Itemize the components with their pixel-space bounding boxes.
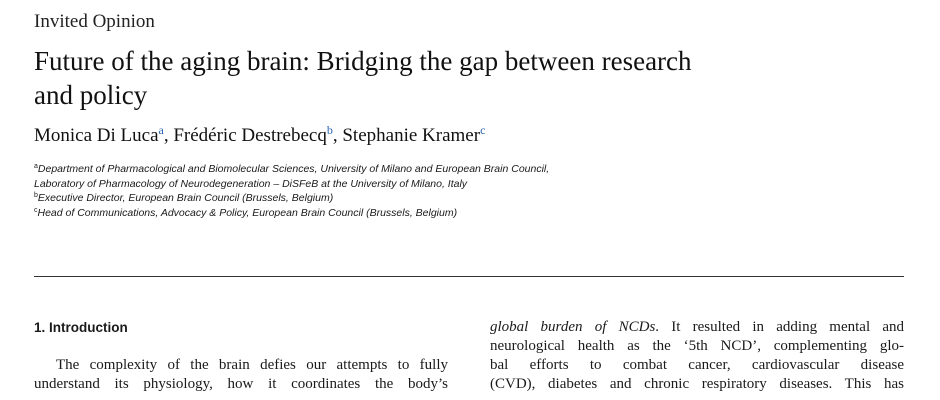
author-name: Stephanie Kramer	[342, 125, 481, 146]
body-text-line: (CVD), diabetes and chronic respiratory diseases. This has	[490, 376, 904, 392]
body-text-line: The complexity of the brain defies our attempts to fully	[56, 357, 448, 373]
body-text-line: neurological health as the ‘5th NCD’, complementing glo-	[490, 338, 904, 354]
article-type-label: Invited Opinion	[34, 11, 155, 32]
affiliation-c: $^c$Head of Communications, Advocacy & Policy, European Brain Council (Brussels, Belgium)	[34, 206, 458, 219]
author-name: Frédéric Destrebecq	[173, 125, 327, 146]
author-list	[34, 123, 485, 149]
affiliation-a-line-2: Laboratory of Pharmacology of Neurodegeneration – DiSFeB at the University of Milano, Italy	[34, 177, 468, 190]
affiliation-mark: b	[34, 192, 38, 199]
affiliations-block	[34, 162, 794, 220]
affiliation-mark-link[interactable]: b	[326, 123, 333, 137]
body-text-line: bal efforts to combat cancer, cardiovascular disease	[490, 357, 904, 373]
author-separator: ,	[163, 125, 174, 146]
affiliation-mark: a	[34, 163, 38, 170]
body-text-line: global burden of NCDs. It resulted in adding mental and	[490, 319, 904, 335]
header-divider	[34, 276, 904, 277]
intro-paragraph	[34, 356, 448, 394]
affiliation-a-line-1: $^a$Department of Pharmacological and Biomolecular Sciences, University of Milano and European Brain Council,	[34, 163, 550, 175]
article-title	[34, 44, 794, 112]
affiliation-mark-link[interactable]: a	[158, 123, 164, 137]
section-heading: 1. Introduction	[34, 320, 128, 335]
affiliation-b: $^b$Executive Director, European Brain Council (Brussels, Belgium)	[34, 192, 334, 204]
body-text-line: understand its physiology, how it coordinates the body’s	[34, 376, 448, 392]
author-separator: ,	[332, 125, 343, 146]
affiliation-mark-link[interactable]: c	[480, 123, 486, 137]
affiliation-mark: c	[34, 206, 38, 214]
emphasis-text: global burden of NCDs	[490, 319, 656, 335]
right-column	[490, 318, 904, 394]
left-column	[34, 318, 448, 394]
author-name: Monica Di Luca	[34, 125, 159, 146]
title-line-2: and policy	[34, 80, 148, 110]
title-line-1: Future of the aging brain: Bridging the gap between research	[34, 46, 692, 76]
